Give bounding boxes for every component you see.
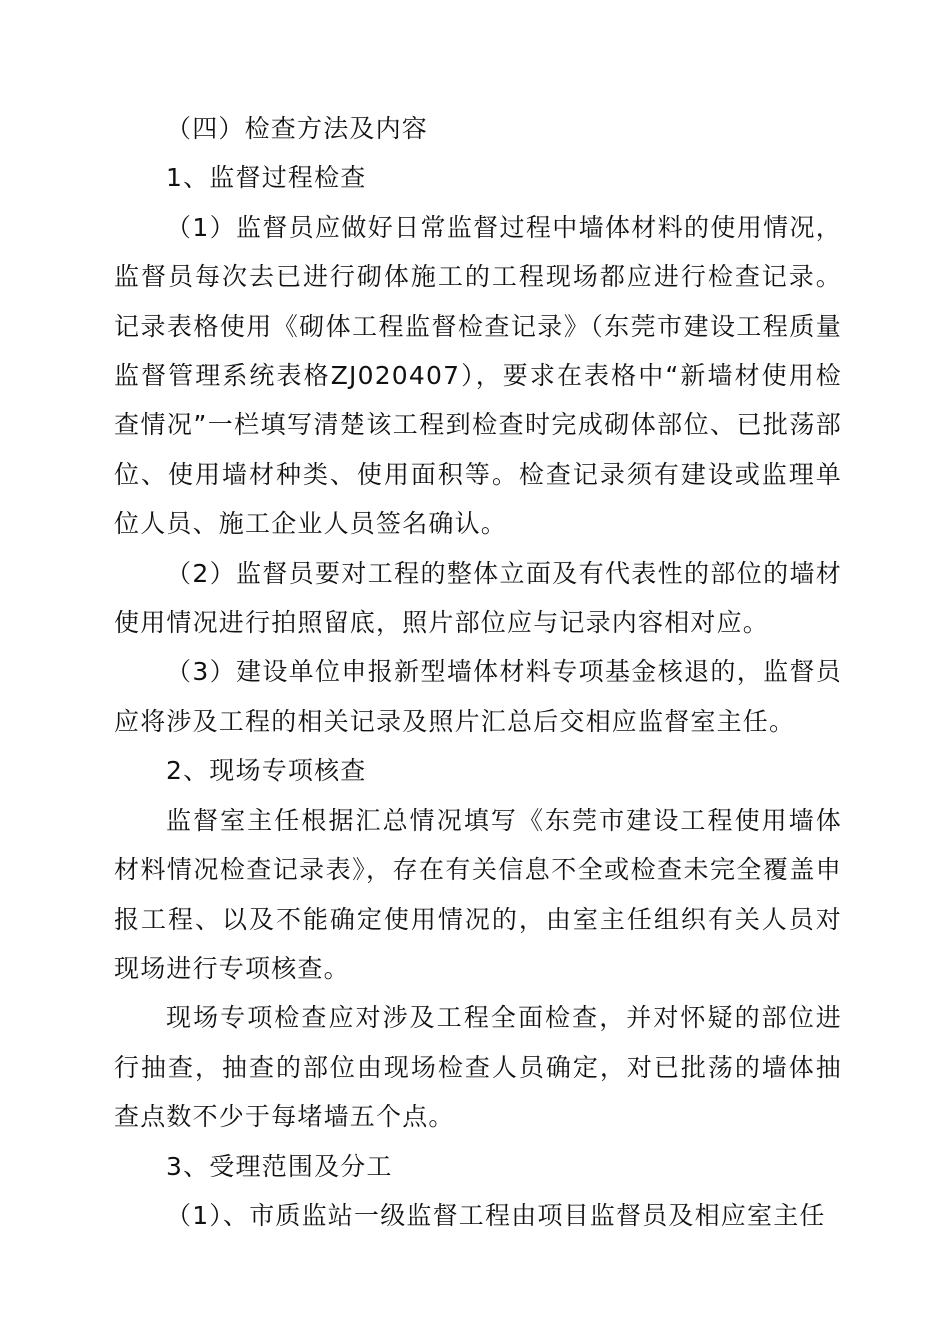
paragraph-1-3: （3）建设单位申报新型墙体材料专项基金核退的，监督员应将涉及工程的相关记录及照片汇总后交相应监督室主任。: [114, 657, 842, 736]
section-title: （四）检查方法及内容: [166, 114, 429, 143]
subsection-title-2: 2、现场专项核查: [166, 756, 367, 786]
subsection-title-3: 3、受理范围及分工: [166, 1151, 393, 1181]
paragraph-1-1: （1）监督员应做好日常监督过程中墙体材料的使用情况，监督员每次去已进行砌体施工的工程现场都应进行检查记录。记录表格使用《砌体工程监督检查记录》（东莞市建设工程质量监督管理系统表格ZJ020407），要求在表格中“新墙材使用检查情况”一栏填写清楚该工程到检查时完成砌体部位、已批荡部位、使用墙材种类、使用面积等。检查记录须有建设或监理单位人员、施工企业人员签名确认。: [114, 212, 842, 539]
document-body: [114, 104, 842, 1240]
paragraph-1-2: （2）监督员要对工程的整体立面及有代表性的部位的墙材使用情况进行拍照留底，照片部位应与记录内容相对应。: [114, 558, 842, 638]
paragraph-3-1: （1）、市质监站一级监督工程由项目监督员及相应室主任: [166, 1200, 826, 1230]
paragraph-2-1: 监督室主任根据汇总情况填写《东莞市建设工程使用墙体材料情况检查记录表》，存在有关信息不全或检查未完全覆盖申报工程、以及不能确定使用情况的，由室主任组织有关人员对现场进行专项核查。: [114, 805, 842, 983]
paragraph-2-2: 现场专项检查应对涉及工程全面检查，并对怀疑的部位进行抽查，抽查的部位由现场检查人员确定，对已批荡的墙体抽查点数不少于每堵墙五个点。: [114, 1003, 842, 1132]
subsection-title-1: 1、监督过程检查: [166, 163, 367, 193]
